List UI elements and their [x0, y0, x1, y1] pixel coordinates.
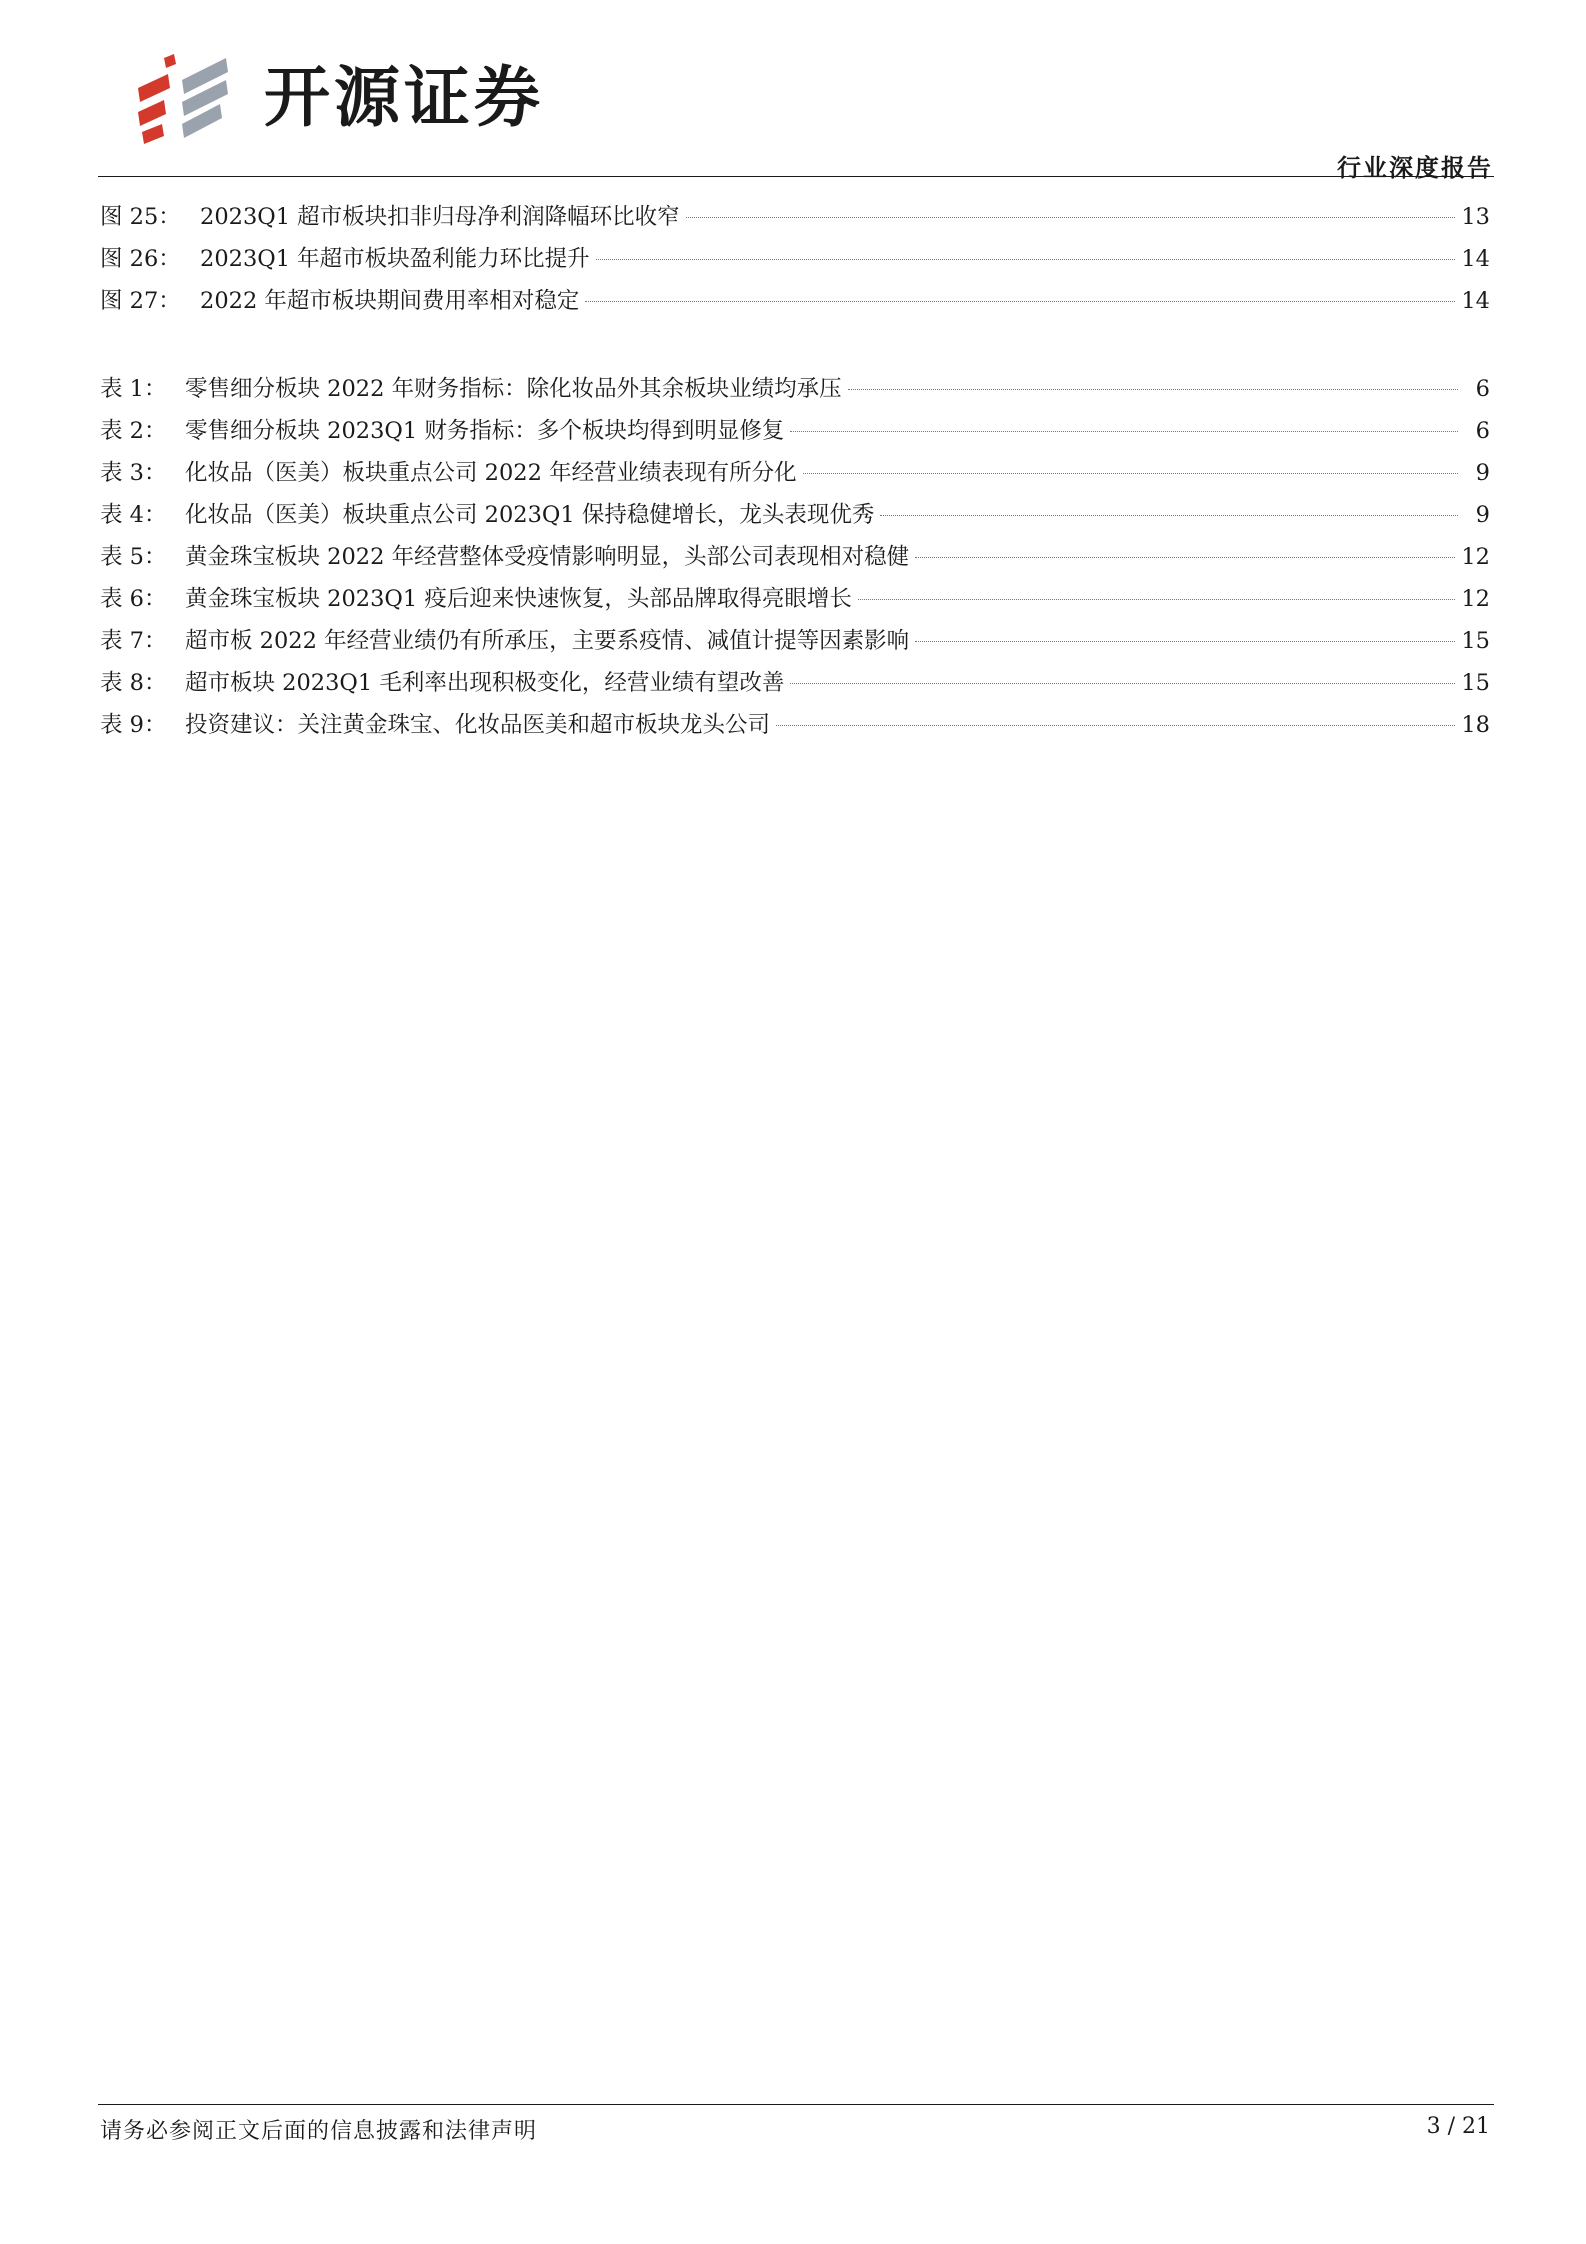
- toc-entry-page: 14: [1461, 246, 1490, 272]
- toc-entry-label: 图 27：: [100, 288, 181, 314]
- toc-entry-page: 15: [1461, 628, 1490, 654]
- toc-entry-label: 表 4：: [100, 502, 167, 528]
- toc-leader-dots: [915, 641, 1455, 642]
- toc-entry-title: 2023Q1 年超市板块盈利能力环比提升: [200, 246, 590, 272]
- toc-leader-dots: [686, 217, 1456, 218]
- toc-leader-dots: [790, 683, 1455, 684]
- toc-leader-dots: [858, 599, 1456, 600]
- toc-entry-label: 表 9：: [100, 712, 167, 738]
- toc-entry-label: 表 3：: [100, 460, 167, 486]
- page-number: 3 / 21: [1426, 2114, 1490, 2139]
- toc-entry-title: 化妆品（医美）板块重点公司 2022 年经营业绩表现有所分化: [185, 460, 797, 486]
- toc-entry-figure-25[interactable]: [100, 196, 1490, 238]
- kysec-logo-icon: [134, 50, 234, 145]
- toc-entry-label: 表 6：: [100, 586, 167, 612]
- toc-leader-dots: [848, 389, 1458, 390]
- toc-leader-dots: [880, 515, 1458, 516]
- toc-leader-dots: [585, 301, 1455, 302]
- toc-entry-title: 零售细分板块 2023Q1 财务指标：多个板块均得到明显修复: [185, 418, 785, 444]
- toc-entry-figure-27[interactable]: [100, 280, 1490, 322]
- toc-leader-dots: [776, 725, 1455, 726]
- toc-entry-page: 14: [1461, 288, 1490, 314]
- toc-entry-page: 9: [1475, 460, 1490, 486]
- toc-entry-figure-26[interactable]: [100, 238, 1490, 280]
- toc-entry-table-4[interactable]: [100, 494, 1490, 536]
- toc-entry-title: 黄金珠宝板块 2023Q1 疫后迎来快速恢复，头部品牌取得亮眼增长: [185, 586, 852, 612]
- toc-entry-page: 13: [1461, 204, 1490, 230]
- toc-entry-table-2[interactable]: [100, 410, 1490, 452]
- toc-entry-table-5[interactable]: [100, 536, 1490, 578]
- footer-divider: [98, 2104, 1494, 2105]
- toc-entry-page: 6: [1475, 376, 1490, 402]
- toc-entry-title: 超市板 2022 年经营业绩仍有所承压，主要系疫情、减值计提等因素影响: [185, 628, 910, 654]
- toc-entry-title: 超市板块 2023Q1 毛利率出现积极变化，经营业绩有望改善: [185, 670, 785, 696]
- toc-entry-title: 黄金珠宝板块 2022 年经营整体受疫情影响明显，头部公司表现相对稳健: [185, 544, 910, 570]
- report-type-label: 行业深度报告: [1337, 154, 1493, 182]
- toc-leader-dots: [790, 431, 1458, 432]
- toc-entry-title: 化妆品（医美）板块重点公司 2023Q1 保持稳健增长，龙头表现优秀: [185, 502, 875, 528]
- toc-entry-table-8[interactable]: [100, 662, 1490, 704]
- toc-leader-dots: [803, 473, 1458, 474]
- table-index: [100, 368, 1490, 746]
- toc-entry-label: 表 8：: [100, 670, 167, 696]
- toc-entry-table-7[interactable]: [100, 620, 1490, 662]
- footer-disclaimer: 请务必参阅正文后面的信息披露和法律声明: [100, 2119, 538, 2144]
- toc-entry-page: 6: [1475, 418, 1490, 444]
- toc-entry-label: 图 25：: [100, 204, 181, 230]
- toc-entry-page: 12: [1461, 586, 1490, 612]
- toc-entry-table-3[interactable]: [100, 452, 1490, 494]
- toc-entry-title: 零售细分板块 2022 年财务指标：除化妆品外其余板块业绩均承压: [185, 376, 842, 402]
- toc-entry-table-6[interactable]: [100, 578, 1490, 620]
- toc-entry-title: 2022 年超市板块期间费用率相对稳定: [200, 288, 580, 314]
- brand-name: 开源证券: [264, 58, 544, 136]
- toc-entry-page: 12: [1461, 544, 1490, 570]
- toc-entry-label: 图 26：: [100, 246, 181, 272]
- toc-leader-dots: [915, 557, 1455, 558]
- toc-entry-label: 表 5：: [100, 544, 167, 570]
- toc-entry-label: 表 7：: [100, 628, 167, 654]
- toc-entry-table-9[interactable]: [100, 704, 1490, 746]
- brand-logo: [134, 50, 544, 145]
- toc-entry-label: 表 2：: [100, 418, 167, 444]
- toc-entry-page: 15: [1461, 670, 1490, 696]
- toc-leader-dots: [596, 259, 1456, 260]
- toc-entry-title: 2023Q1 超市板块扣非归母净利润降幅环比收窄: [200, 204, 680, 230]
- figure-index: [100, 196, 1490, 322]
- toc-entry-page: 18: [1461, 712, 1490, 738]
- toc-entry-table-1[interactable]: [100, 368, 1490, 410]
- toc-entry-title: 投资建议：关注黄金珠宝、化妆品医美和超市板块龙头公司: [185, 712, 771, 738]
- header-divider: [98, 176, 1494, 177]
- toc-entry-page: 9: [1475, 502, 1490, 528]
- toc-entry-label: 表 1：: [100, 376, 167, 402]
